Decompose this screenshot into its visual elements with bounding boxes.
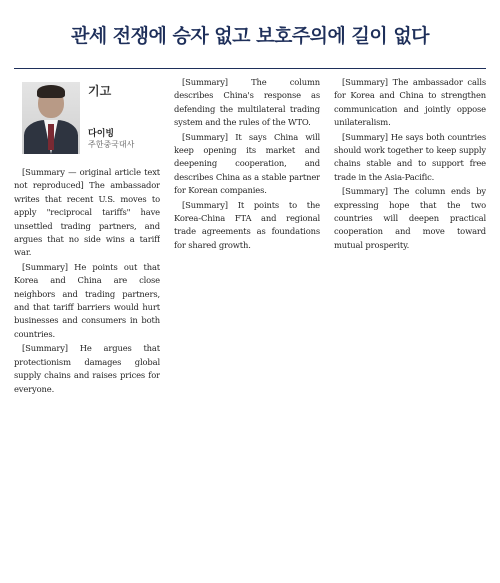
headline: 관세 전쟁에 승자 없고 보호주의에 길이 없다 — [70, 25, 430, 47]
article-column-1 — [14, 166, 160, 574]
paragraph: [Summary] He says both countries should work together to keep supply chains stable and to support free trade in the Asia-Pacific. — [334, 131, 486, 182]
byline — [14, 76, 148, 160]
article-column-3 — [334, 76, 486, 574]
paragraph: [Summary] The column ends by expressing hope that the two countries will deepen practical cooperation and move toward mutual prosperity. — [334, 186, 486, 250]
author-photo-tie — [48, 124, 54, 150]
paragraph: [Summary] The ambassador calls for Korea and China to strengthen communication and jointly oppose unilateralism. — [334, 77, 486, 128]
section-tag: 기고 — [88, 84, 112, 98]
article-column-2 — [174, 76, 320, 574]
headline-divider — [14, 68, 486, 69]
paragraph: [Summary] It points to the Korea-China FTA and regional trade agreements as foundations for shared growth. — [174, 199, 320, 250]
paragraph: [Summary] He argues that protectionism damages global supply chains and raises prices for everyone. — [14, 343, 160, 394]
paragraph: [Summary] It says China will keep opening its market and deepening cooperation, and describes China as a stable partner for Korean companies. — [174, 131, 320, 196]
author-title: 주한중국대사 — [88, 140, 135, 149]
author-photo-hair — [37, 85, 65, 98]
paragraph: [Summary] He points out that Korea and China are close neighbors and trading partners, and that tariff barriers would hurt businesses and consumers in both countries. — [14, 261, 160, 339]
author-photo — [22, 82, 80, 154]
paragraph: [Summary — original article text not reproduced] The ambassador writes that recent U.S. moves to apply "reciprocal tariffs" have unsettled trading partners, and argues that no side wins a tariff war. — [14, 167, 160, 258]
paragraph: [Summary] The column describes China's response as defending the multilateral trading system and the rules of the WTO. — [174, 77, 320, 128]
author-name: 다이빙 — [88, 129, 115, 139]
